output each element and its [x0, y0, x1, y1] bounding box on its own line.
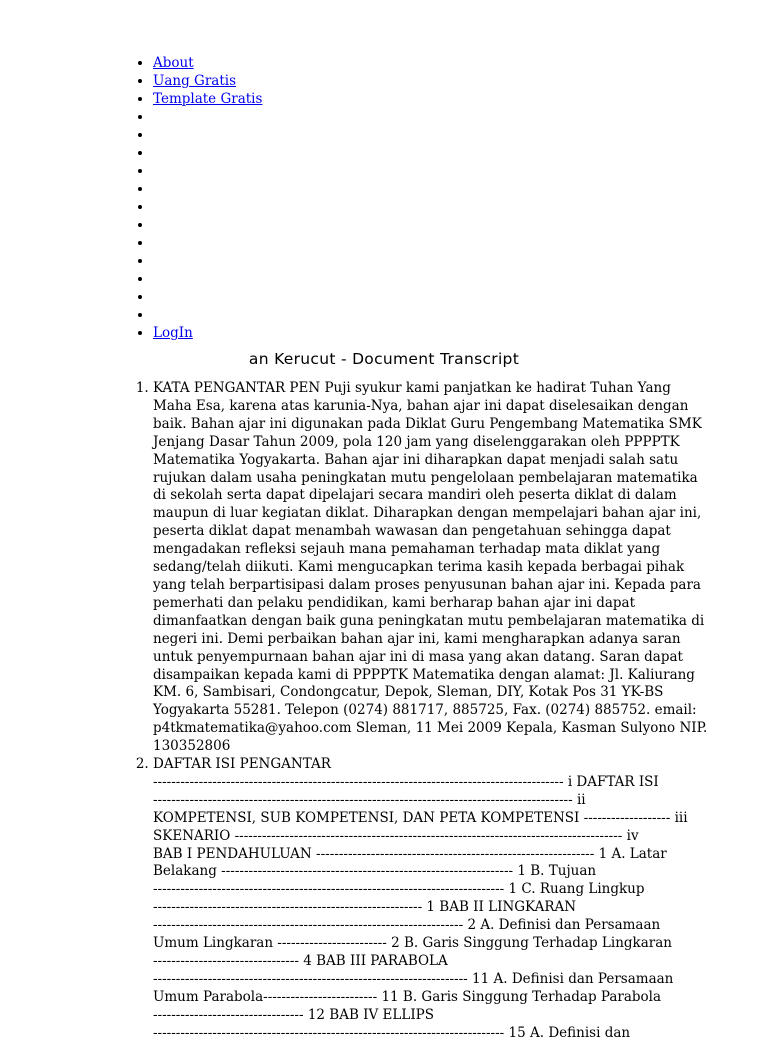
toc-line: SKENARIO ------------------------------------------------------------------------------------- iv: [153, 827, 639, 844]
nav-item-empty: [153, 306, 768, 324]
toc-line: BAB I PENDAHULUAN ------------------------------------------------------------- 1 A. Latar: [153, 845, 667, 862]
toc-line: -------------------------------------------------------------------------------------------- ii: [153, 791, 586, 808]
nav-item-empty: [153, 180, 768, 198]
nav-item-empty: [153, 144, 768, 162]
document-transcript: [0, 380, 768, 1043]
nav-item-empty: [153, 288, 768, 306]
nav-item-template-gratis: [153, 90, 768, 108]
nav-item-empty: [153, 162, 768, 180]
toc-line: -------------------------------- 4 BAB III PARABOLA: [153, 953, 448, 969]
nav-item-about: [153, 54, 768, 72]
nav-item-empty: [153, 234, 768, 252]
toc-line: --------------------------------------------------------------------- 11 A. Definisi dan Persamaan: [153, 970, 674, 987]
toc-line: KOMPETENSI, SUB KOMPETENSI, DAN PETA KOMPETENSI ------------------- iii: [153, 809, 688, 826]
toc-line: ----------------------------------------------------------------------------- 15 A. Definisi dan: [153, 1024, 631, 1041]
toc-line: ----------------------------------------------------------------------------- 1 C. Ruang Lingkup: [153, 881, 645, 898]
about-link[interactable]: About: [153, 55, 194, 71]
toc-line: --------------------------------- 12 BAB IV ELLIPS: [153, 1006, 434, 1023]
transcript-item-daftar-isi: [153, 756, 712, 1043]
toc-heading: DAFTAR ISI PENGANTAR: [153, 756, 331, 773]
nav-item-empty: [153, 126, 768, 144]
nav-item-empty: [153, 198, 768, 216]
transcript-item-kata-pengantar: 1. KATA PENGANTAR PEN Puji syukur kami panjatkan ke hadirat Tuhan Yang Maha Esa, karena atas karunia-Nya, bahan ajar ini dapat diselesaikan dengan baik. Bahan ajar ini digunakan pada Diklat Guru Pengembang Matematika SMK Jenjang Dasar Tahun 2009, pola 120 jam yang diselenggarakan oleh PPPPTK Matematika Yogyakarta. Bahan ajar ini diharapkan dapat menjadi salah satu rujukan dalam usaha peningkatan mutu pengelolaan pembelajaran matematika di sekolah serta dapat dipelajari secara mandiri oleh peserta diklat di dalam maupun di luar kegiatan diklat. Diharapkan dengan mempelajari bahan ajar ini, peserta diklat dapat menambah wawasan dan pengetahuan sehingga dapat mengadakan refleksi sejauh mana pemahaman terhadap mata diklat yang sedang/telah diikuti. Kami mengucapkan terima kasih kepada berbagai pihak yang telah berpartisipasi dalam proses penyusunan bahan ajar ini. Kepada para pemerhati dan pelaku pendidikan, kami berharap bahan ajar ini dapat dimanfaatkan dengan baik guna peningkatan mutu pembelajaran matematika di negeri ini. Demi perbaikan bahan ajar ini, kami mengharapkan adanya saran untuk penyempurnaan bahan ajar ini di masa yang akan datang. Saran dapat disampaikan kepada kami di PPPPTK Matematika dengan alamat: Jl. Kaliurang KM. 6, Sambisari, Condongcatur, Depok, Sleman, DIY, Kotak Pos 31 YK-BS Yogyakarta 55281. Telepon (0274) 881717, 885725, Fax. (0274) 885752. email: p4tkmatematika@yahoo.com Sleman, 11 Mei 2009 Kepala, Kasman Sulyono NIP. 130352806: [153, 380, 712, 756]
uang-gratis-link[interactable]: Uang Gratis: [153, 73, 237, 89]
toc-line: Belakang ---------------------------------------------------------------- 1 B. Tujuan: [153, 863, 597, 880]
nav-item-empty: [153, 108, 768, 126]
nav-item-uang-gratis: [153, 72, 768, 90]
toc-line: ------------------------------------------------------------------------------------------ i DAFTAR ISI: [153, 773, 659, 790]
nav-item-empty: [153, 216, 768, 234]
nav-item-login: [153, 324, 768, 342]
toc-line: Umum Parabola------------------------- 11 B. Garis Singgung Terhadap Parabola: [153, 988, 662, 1005]
page-title: an Kerucut - Document Transcript: [248, 350, 520, 368]
login-link[interactable]: LogIn: [153, 325, 193, 341]
toc-line: ----------------------------------------------------------- 1 BAB II LINGKARAN: [153, 899, 577, 916]
nav-item-empty: [153, 252, 768, 270]
template-gratis-link[interactable]: Template Gratis: [153, 91, 263, 107]
toc-line: -------------------------------------------------------------------- 2 A. Definisi dan Persamaan: [153, 917, 661, 934]
toc-line: Umum Lingkaran ------------------------ 2 B. Garis Singgung Terhadap Lingkaran: [153, 935, 672, 952]
nav-item-empty: [153, 270, 768, 288]
top-navigation: [0, 0, 768, 342]
